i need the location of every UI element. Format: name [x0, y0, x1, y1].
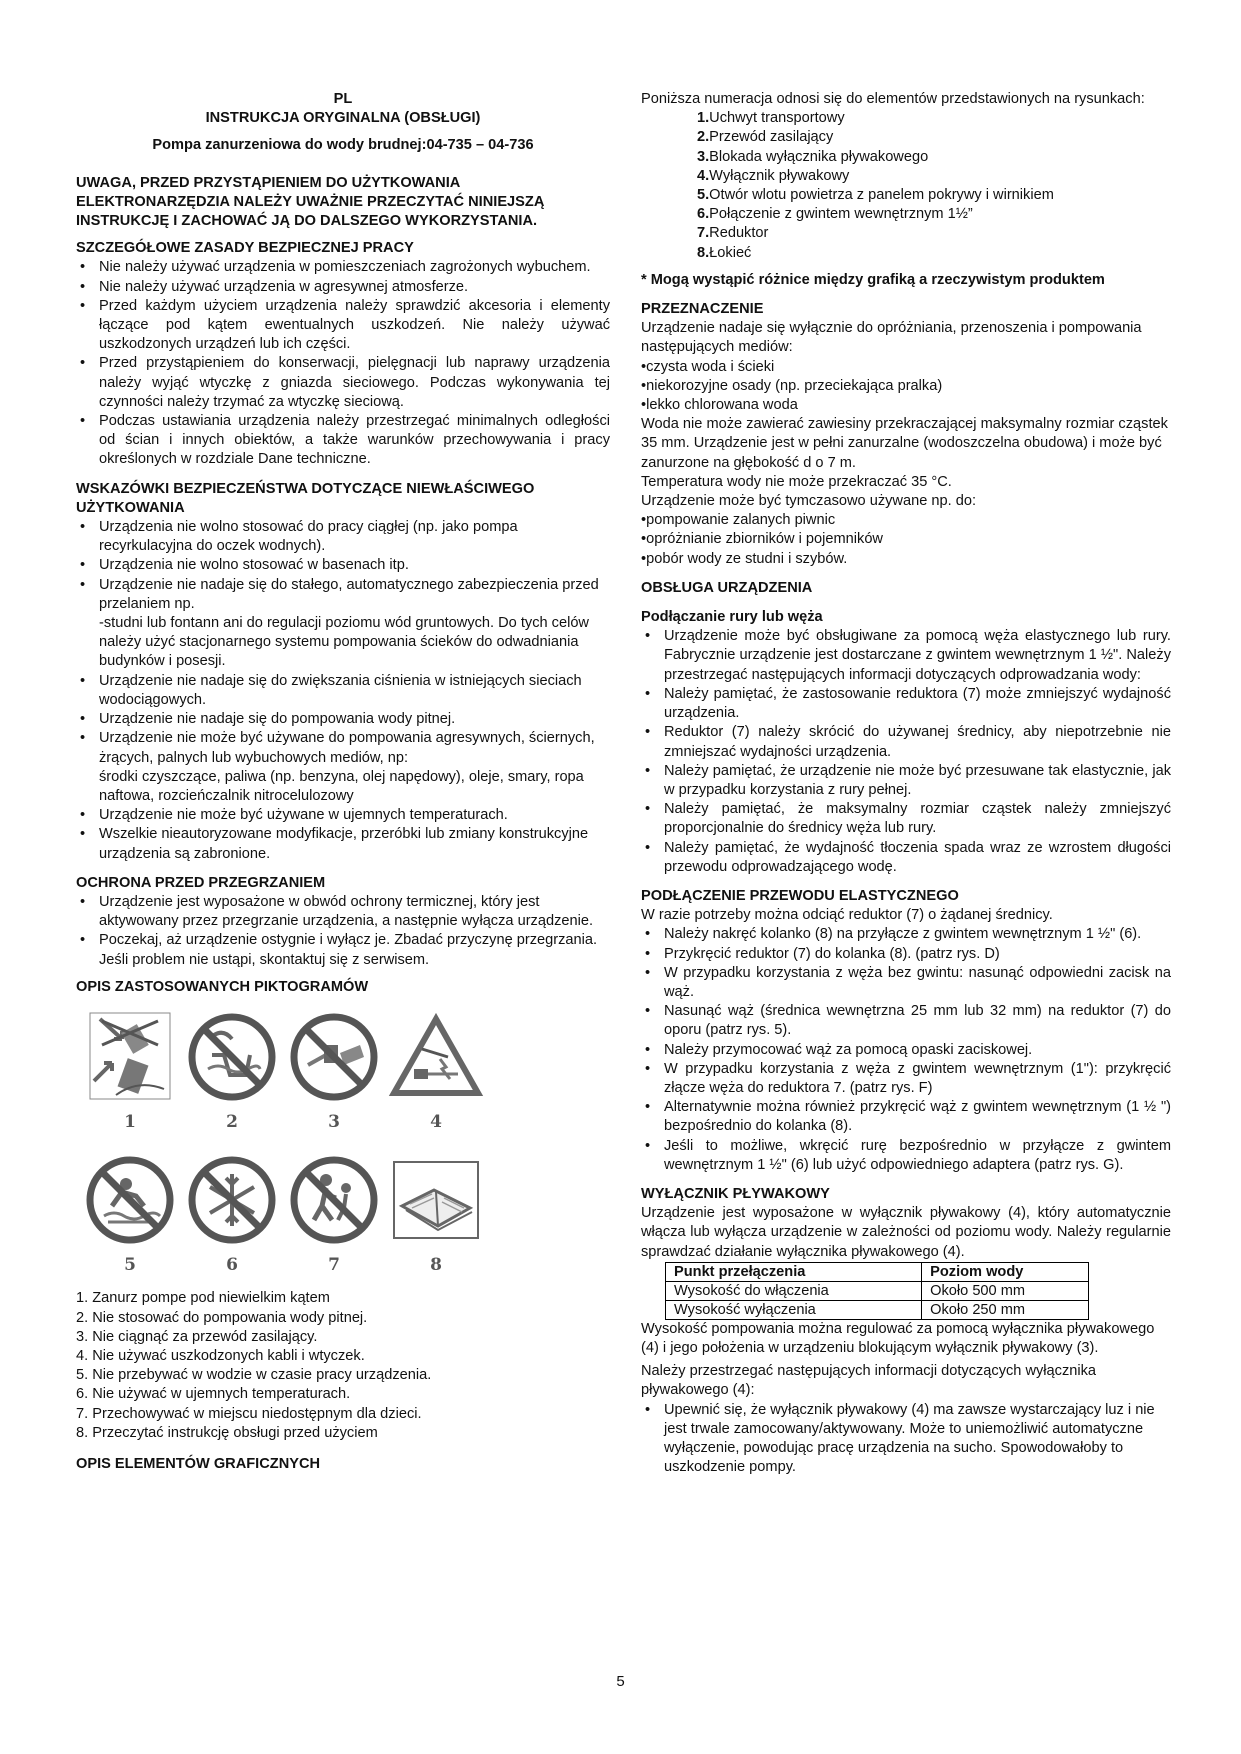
switch-point-table	[665, 1262, 1089, 1320]
operation-heading: OBSŁUGA URZĄDZENIA	[641, 579, 813, 596]
keep-away-children-icon	[286, 1152, 388, 1248]
left-column	[76, 90, 610, 1474]
part-label: Łokieć	[709, 244, 752, 261]
table-cell: Około 250 mm	[922, 1300, 1089, 1319]
list-item-subtext: środki czyszczące, paliwa (np. benzyna, olej napędowy), oleje, smary, ropa naftowa, rozcieńczalnik nitrocelulozowy	[99, 768, 584, 804]
purpose-text: Woda nie może zawierać zawiesiny przekraczającej maksymalny rozmiar cząstek 35 mm. Urządzenie jest w pełni zanurzalne (wodoszczelna obudowa) i może być	[641, 416, 1168, 452]
parts-list	[641, 109, 1171, 263]
warning-notice: UWAGA, PRZED PRZYSTĄPIENIEM DO UŻYTKOWANIA ELEKTRONARZĘDZIA NALEŻY UWAŻNIE PRZECZYTAĆ NINIEJSZĄ INSTRUKCJĘ I ZACHOWAĆ JĄ DO DALSZEGO WYKORZYSTANIA.	[76, 174, 545, 230]
pictogram-number: 4	[430, 1111, 442, 1132]
no-drinking-water-icon	[184, 1009, 286, 1105]
list-item	[697, 224, 1171, 243]
list-item: 4. Nie używać uszkodzonych kabli i wtyczek.	[76, 1347, 365, 1364]
table-header: Punkt przełączenia	[666, 1262, 922, 1281]
part-number: 8.	[697, 244, 710, 261]
purpose-text: zanurzone na głębokość d o 7 m.	[641, 454, 856, 471]
hose-heading: PODŁĄCZENIE PRZEWODU ELASTYCZNEGO	[641, 887, 959, 904]
language-code: PL	[333, 91, 353, 107]
part-label: Wyłącznik pływakowy	[709, 167, 850, 184]
right-column	[641, 90, 1171, 1477]
pictogram-number: 5	[124, 1255, 136, 1276]
pictogram-number: 1	[124, 1111, 136, 1132]
table-row	[666, 1281, 1089, 1300]
list-item: • W przypadku korzystania z węża bez gwintu: nasunąć odpowiedni zacisk na wąż.	[641, 964, 1171, 1002]
list-item: • Podczas ustawiania urządzenia należy przestrzegać minimalnych odległości od ścian i innych obiektów, a także warunków przechowywania i pracy określonych w rozdziale Dane techniczne.	[76, 412, 610, 470]
hose-list	[641, 925, 1171, 1175]
list-item-text: Urządzenie nie może być używane do pompowania agresywnych, ściernych, żrących, palnych lub wybuchowych mediów, np:	[99, 730, 595, 766]
list-item: • Urządzenie nie nadaje się do pompowania wody pitnej.	[76, 710, 610, 729]
list-item: 5. Nie przebywać w wodzie w czasie pracy urządzenia.	[76, 1367, 432, 1384]
table-cell: Wysokość do włączenia	[666, 1281, 922, 1300]
list-item: • Urządzenie nie nadaje się do zwiększania ciśnienia w istniejących sieciach wodociągowych.	[76, 672, 610, 710]
list-item: • W przypadku korzystania z węża z gwintem wewnętrznym (1"): przykręcić złącze węża do reduktora 7. (patrz rys. F)	[641, 1060, 1171, 1098]
list-item: • pompowanie zalanych piwnic	[641, 511, 1171, 530]
list-item: • Nasunąć wąż (średnica wewnętrzna 25 mm lub 32 mm) na reduktor (7) do oporu (patrz rys. 5).	[641, 1002, 1171, 1040]
list-item: • Reduktor (7) należy skrócić do używanej średnicy, aby niepotrzebnie nie zmniejszać wydajności urządzenia.	[641, 723, 1171, 761]
part-number: 2.	[697, 129, 710, 146]
list-item: • Należy pamiętać, że zastosowanie reduktora (7) może zmniejszyć wydajność urządzenia.	[641, 685, 1171, 723]
part-label: Uchwyt transportowy	[709, 110, 845, 127]
list-item: • Nie należy używać urządzenia w agresywnej atmosferze.	[76, 278, 610, 297]
list-item: 3. Nie ciągnąć za przewód zasilający.	[76, 1328, 318, 1345]
list-item: • pobór wody ze studni i szybów.	[641, 550, 1171, 569]
pictogram-number: 8	[430, 1255, 442, 1276]
table-cell: Wysokość wyłączenia	[666, 1300, 922, 1319]
float-switch-text: Należy przestrzegać następujących informacji dotyczących wyłącznika pływakowego (4):	[641, 1363, 1097, 1399]
operation-subheading: Podłączanie rury lub węża	[641, 609, 823, 626]
list-item: • Urządzenia nie wolno stosować do pracy ciągłej (np. jako pompa recyrkulacyjna do oczek wodnych).	[76, 518, 610, 556]
list-item: 6. Nie używać w ujemnych temperaturach.	[76, 1386, 351, 1403]
pictogram-numbers-row	[82, 1256, 610, 1275]
list-item: • Alternatywnie można również przykręcić wąż z gwintem wewnętrznym (1 ½ ") bezpośrednio do kolanka (8).	[641, 1098, 1171, 1136]
operation-list	[641, 627, 1171, 877]
list-item: • Należy pamiętać, że wydajność tłoczenia spada wraz ze wzrostem długości przewodu odprowadzającego wodę.	[641, 839, 1171, 877]
list-item: • Nie należy używać urządzenia w pomieszczeniach zagrożonych wybuchem.	[76, 258, 610, 277]
list-item: • czysta woda i ścieki	[641, 358, 1171, 377]
list-item: • Upewnić się, że wyłącznik pływakowy (4) ma zawsze wystarczający luz i nie jest trwale zamocowany/aktywowany. Może to uniemożliwić automatyczne wyłączenie, powodując pracę urządzenia na sucho. Spowodowałoby to uszkodzenie pompy.	[641, 1401, 1171, 1478]
part-label: Otwór wlotu powietrza z panelem pokrywy i wirnikiem	[709, 187, 1054, 204]
list-item: • lekko chlorowana woda	[641, 396, 1171, 415]
tilt-pump-icon	[82, 1009, 184, 1105]
list-item	[697, 205, 1171, 224]
list-item: • Należy pamiętać, że maksymalny rozmiar cząstek należy zmniejszyć proporcjonalnie do średnicy węża lub rury.	[641, 800, 1171, 838]
float-switch-text: Wysokość pompowania można regulować za pomocą wyłącznika pływakowego (4) i jego położenia w urządzeniu blokującym wyłącznik pływakowy (3).	[641, 1320, 1155, 1356]
part-label: Połączenie z gwintem wewnętrznym 1½”	[709, 206, 973, 223]
list-item-subtext: -studni lub fontann ani do regulacji poziomu wód gruntowych. Do tych celów należy użyć stacjonarnego systemu pompowania ścieków do odwadniania budynków i posesji.	[99, 615, 589, 670]
list-item: • Przed każdym użyciem urządzenia należy sprawdzić akcesoria i elementy łączące pod kątem ewentualnych uszkodzeń. Nie należy używać uszkodzonych urządzeń lub ich części.	[76, 297, 610, 355]
pictogram-number: 2	[226, 1111, 238, 1132]
part-number: 5.	[697, 187, 710, 204]
list-item: • Jeśli to możliwe, wkręcić rurę bezpośrednio w przyłącze z gwintem wewnętrznym 1 ½" (6) lub użyć odpowiedniego adaptera (patrz rys. G).	[641, 1137, 1171, 1175]
float-switch-text: Urządzenie jest wyposażone w wyłącznik pływakowy (4), który automatycznie włącza lub wyłącza urządzenie w zależności od poziomu wody. Należy regularnie sprawdzać działanie wyłącznika pływakowego (4).	[641, 1205, 1171, 1260]
list-item: • Należy pamiętać, że urządzenie nie może być przesuwane tak elastycznie, jak w przypadku korzystania z rury pełnej.	[641, 762, 1171, 800]
page-number: 5	[616, 1673, 625, 1690]
pictogram-number: 3	[328, 1111, 340, 1132]
purpose-text: Temperatura wody nie może przekraczać 35 °C.	[641, 473, 952, 490]
list-item: 2. Nie stosować do pompowania wody pitnej.	[76, 1309, 368, 1326]
pictogram-row	[82, 1152, 610, 1248]
parts-intro: Poniższa numeracja odnosi się do elementów przedstawionych na rysunkach:	[641, 91, 1145, 107]
read-manual-icon	[388, 1152, 490, 1248]
pictogram-numbers-row	[82, 1113, 610, 1132]
float-switch-heading: WYŁĄCZNIK PŁYWAKOWY	[641, 1185, 830, 1202]
part-number: 4.	[697, 167, 710, 184]
part-number: 7.	[697, 225, 710, 242]
list-item: • Urządzenie może być obsługiwane za pomocą węża elastycznego lub rury. Fabrycznie urządzenie jest dostarczane z gwintem wewnętrznym 1 ½". Należy przestrzegać następujących informacji dotyczących odprowadzania wody:	[641, 627, 1171, 685]
pictogram-number: 7	[328, 1255, 340, 1276]
pictogram-row	[82, 1009, 610, 1105]
table-header-row	[666, 1262, 1089, 1281]
list-item	[697, 109, 1171, 128]
part-number: 1.	[697, 110, 710, 127]
list-item: • Przykręcić reduktor (7) do kolanka (8). (patrz rys. D)	[641, 945, 1171, 964]
list-item: • Urządzenie nie może być używane w ujemnych temperaturach.	[76, 806, 610, 825]
table-row	[666, 1300, 1089, 1319]
graphics-heading: OPIS ELEMENTÓW GRAFICZNYCH	[76, 1455, 321, 1472]
list-item	[697, 128, 1171, 147]
list-item	[76, 576, 610, 672]
overheat-heading: OCHRONA PRZED PRZEGRZANIEM	[76, 874, 326, 891]
list-item: • Urządzenia nie wolno stosować w basenach itp.	[76, 556, 610, 575]
list-item-text: Urządzenie nie nadaje się do stałego, automatycznego zabezpieczenia przed przelaniem np.	[99, 576, 599, 612]
pictogram-number: 6	[226, 1255, 238, 1276]
list-item: 1. Zanurz pompe pod niewielkim kątem	[76, 1290, 330, 1307]
purpose-text: Urządzenie może być tymczasowo używane np. do:	[641, 493, 977, 510]
pictograms-heading: OPIS ZASTOSOWANYCH PIKTOGRAMÓW	[76, 978, 369, 995]
uses-list	[641, 511, 1171, 569]
no-swimming-icon	[82, 1152, 184, 1248]
part-label: Przewód zasilający	[709, 129, 834, 146]
list-item: • niekorozyjne osady (np. przeciekająca pralka)	[641, 377, 1171, 396]
safety-list	[76, 258, 610, 469]
list-item	[76, 729, 610, 806]
list-item: • Należy przymocować wąż za pomocą opaski zaciskowej.	[641, 1041, 1171, 1060]
part-label: Blokada wyłącznika pływakowego	[709, 148, 929, 165]
no-pull-cable-icon	[286, 1009, 388, 1105]
overheat-list	[76, 893, 610, 970]
purpose-heading: PRZEZNACZENIE	[641, 301, 764, 318]
list-item	[697, 167, 1171, 186]
list-item: • Wszelkie nieautoryzowane modyfikacje, przeróbki lub zmiany konstrukcyjne urządzenia są zabronione.	[76, 825, 610, 863]
list-item: • Przed przystąpieniem do konserwacji, pielęgnacji lub naprawy urządzenia należy wyjąć wtyczkę z gniazda sieciowego. Podczas wykonywania tej czynności należy trzymać za wtyczkę sieciową.	[76, 354, 610, 412]
pictogram-legend	[76, 1289, 610, 1443]
list-item: • Poczekaj, aż urządzenie ostygnie i wyłącz je. Zbadać przyczynę przegrzania. Jeśli problem nie ustąpi, skontaktuj się z serwisem.	[76, 931, 610, 969]
part-number: 3.	[697, 148, 710, 165]
list-item	[697, 148, 1171, 167]
product-subtitle: Pompa zanurzeniowa do wody brudnej:04-735 – 04-736	[152, 137, 534, 154]
misuse-list	[76, 518, 610, 864]
list-item: • Należy nakręć kolanko (8) na przyłącze z gwintem wewnętrznym 1 ½" (6).	[641, 925, 1171, 944]
list-item: • Urządzenie jest wyposażone w obwód ochrony termicznej, który jest aktywowany przez przegrzanie urządzenia, a następnie wyłącza urządzenie.	[76, 893, 610, 931]
part-label: Reduktor	[709, 225, 769, 242]
media-list	[641, 358, 1171, 416]
purpose-text: Urządzenie nadaje się wyłącznie do opróżniania, przenoszenia i pompowania następujących mediów:	[641, 320, 1142, 356]
list-item: 8. Przeczytać instrukcję obsługi przed użyciem	[76, 1424, 378, 1441]
no-frost-icon	[184, 1152, 286, 1248]
table-header: Poziom wody	[922, 1262, 1089, 1281]
graphics-disclaimer: * Mogą wystąpić różnice między grafiką a rzeczywistym produktem	[641, 271, 1105, 288]
no-damaged-cable-icon	[388, 1009, 490, 1105]
document-title: INSTRUKCJA ORYGINALNA (OBSŁUGI)	[205, 110, 481, 127]
hose-text: W razie potrzeby można odciąć reduktor (7) o żądanej średnicy.	[641, 907, 1053, 924]
float-switch-list	[641, 1401, 1171, 1478]
misuse-heading: WSKAZÓWKI BEZPIECZEŃSTWA DOTYCZĄCE NIEWŁAŚCIWEGO UŻYTKOWANIA	[76, 480, 535, 516]
list-item	[697, 186, 1171, 205]
list-item: 7. Przechowywać w miejscu niedostępnym dla dzieci.	[76, 1405, 422, 1422]
safety-heading: SZCZEGÓŁOWE ZASADY BEZPIECZNEJ PRACY	[76, 240, 414, 257]
table-cell: Około 500 mm	[922, 1281, 1089, 1300]
list-item	[697, 244, 1171, 263]
part-number: 6.	[697, 206, 710, 223]
list-item: • opróżnianie zbiorników i pojemników	[641, 530, 1171, 549]
